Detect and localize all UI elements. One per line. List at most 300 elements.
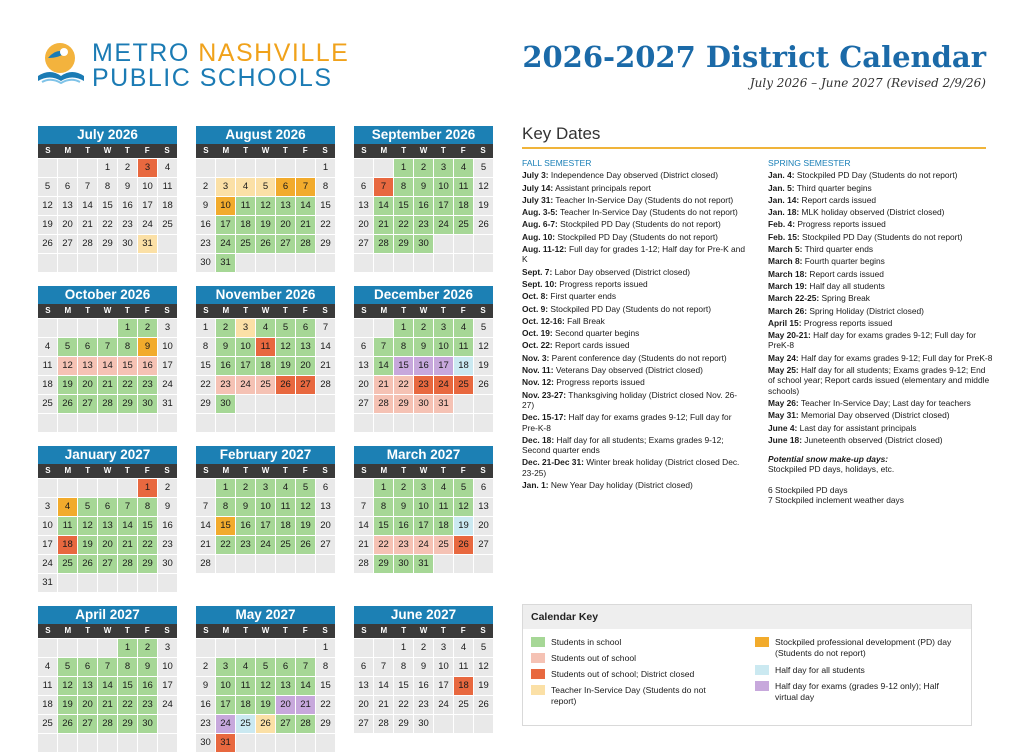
day-cell: 17 bbox=[158, 357, 177, 375]
empty-day-cell bbox=[58, 159, 77, 177]
day-cell: 20 bbox=[78, 376, 97, 394]
month-name: March 2027 bbox=[354, 446, 493, 464]
day-cell: 2 bbox=[414, 639, 433, 657]
key-date: March 22-25: bbox=[768, 293, 820, 304]
day-cell: 22 bbox=[138, 536, 157, 554]
page-title: 2026-2027 District Calendar bbox=[522, 40, 986, 74]
key-date-item bbox=[522, 328, 748, 338]
day-cell: 20 bbox=[276, 216, 295, 234]
day-cell: 27 bbox=[276, 235, 295, 253]
day-grid bbox=[38, 158, 177, 272]
day-cell: 20 bbox=[354, 376, 373, 394]
key-date-item bbox=[522, 304, 748, 314]
snow-makeup-label: Potential snow make-up days: bbox=[768, 454, 889, 465]
day-cell: 14 bbox=[374, 197, 393, 215]
weekday-label: T bbox=[243, 626, 249, 635]
key-date: March 18: bbox=[768, 268, 808, 279]
empty-day-cell bbox=[374, 159, 393, 177]
day-cell: 16 bbox=[118, 197, 137, 215]
key-date: Jan. 14: bbox=[768, 194, 800, 205]
calendar-key-title: Calendar Key bbox=[523, 605, 971, 629]
weekday-label: S bbox=[322, 626, 328, 635]
key-date-item bbox=[768, 293, 994, 303]
day-cell: 19 bbox=[474, 357, 493, 375]
weekday-label: W bbox=[261, 626, 270, 635]
key-date-description: Report cards issued bbox=[807, 268, 884, 279]
day-cell: 10 bbox=[158, 338, 177, 356]
day-cell: 7 bbox=[98, 338, 117, 356]
weekday-label: F bbox=[302, 146, 308, 155]
color-swatch bbox=[531, 685, 545, 695]
day-cell: 21 bbox=[98, 696, 117, 714]
key-date-item bbox=[768, 256, 994, 266]
empty-day-cell bbox=[58, 639, 77, 657]
empty-day-cell bbox=[58, 574, 77, 592]
day-cell: 13 bbox=[276, 197, 295, 215]
weekday-label: M bbox=[222, 466, 230, 475]
day-cell: 30 bbox=[138, 395, 157, 413]
day-cell: 21 bbox=[354, 536, 373, 554]
day-cell: 19 bbox=[78, 536, 97, 554]
key-date: Oct. 12-16: bbox=[522, 315, 565, 326]
page-subtitle: July 2026 – June 2027 (Revised 2/9/26) bbox=[749, 76, 986, 90]
empty-day-cell bbox=[434, 715, 453, 733]
empty-day-cell bbox=[276, 555, 295, 573]
key-date-item bbox=[768, 281, 994, 291]
weekday-label: T bbox=[440, 146, 446, 155]
weekday-label: T bbox=[124, 466, 130, 475]
empty-day-cell bbox=[216, 414, 235, 432]
logo-book-icon bbox=[34, 38, 88, 90]
day-cell: 27 bbox=[98, 555, 117, 573]
key-date-description: New Year Day holiday (District closed) bbox=[548, 480, 693, 491]
empty-day-cell bbox=[474, 555, 493, 573]
empty-day-cell bbox=[394, 254, 413, 272]
month-calendar bbox=[354, 446, 493, 573]
day-cell: 5 bbox=[474, 159, 493, 177]
weekday-header bbox=[354, 464, 493, 478]
key-date-description: Report cards issued bbox=[552, 340, 630, 351]
weekday-label: T bbox=[282, 466, 288, 475]
empty-day-cell bbox=[296, 734, 315, 752]
day-cell: 5 bbox=[256, 178, 275, 196]
weekday-label: T bbox=[440, 626, 446, 635]
day-cell: 6 bbox=[58, 178, 77, 196]
key-date-description: Progress reports issued bbox=[795, 219, 886, 230]
day-cell: 24 bbox=[158, 696, 177, 714]
empty-day-cell bbox=[118, 414, 137, 432]
key-date-item bbox=[522, 412, 748, 433]
key-date: Sept. 7: bbox=[522, 266, 553, 277]
key-date-item bbox=[768, 183, 994, 193]
day-cell: 14 bbox=[316, 338, 335, 356]
day-cell: 2 bbox=[196, 658, 215, 676]
day-cell: 11 bbox=[158, 178, 177, 196]
day-cell: 12 bbox=[58, 677, 77, 695]
day-cell: 8 bbox=[394, 178, 413, 196]
weekday-label: S bbox=[164, 146, 170, 155]
empty-day-cell bbox=[454, 254, 473, 272]
weekday-header bbox=[38, 304, 177, 318]
day-cell: 22 bbox=[394, 376, 413, 394]
key-date: July 3: bbox=[522, 170, 549, 181]
day-cell: 28 bbox=[78, 235, 97, 253]
color-swatch bbox=[531, 653, 545, 663]
day-cell: 10 bbox=[236, 338, 255, 356]
key-date: March 8: bbox=[768, 256, 803, 267]
weekday-header bbox=[354, 304, 493, 318]
day-cell: 4 bbox=[434, 479, 453, 497]
day-cell: 30 bbox=[216, 395, 235, 413]
day-cell: 20 bbox=[474, 517, 493, 535]
day-cell: 17 bbox=[216, 216, 235, 234]
day-cell: 3 bbox=[434, 319, 453, 337]
weekday-label: F bbox=[460, 146, 466, 155]
empty-day-cell bbox=[316, 395, 335, 413]
empty-day-cell bbox=[118, 574, 137, 592]
key-date: Aug. 3-5: bbox=[522, 207, 558, 218]
day-cell: 2 bbox=[414, 319, 433, 337]
key-date-description: Half day all students bbox=[807, 280, 885, 291]
empty-day-cell bbox=[296, 414, 315, 432]
day-cell: 3 bbox=[216, 658, 235, 676]
empty-day-cell bbox=[158, 254, 177, 272]
empty-day-cell bbox=[474, 235, 493, 253]
day-cell: 28 bbox=[296, 715, 315, 733]
day-cell: 7 bbox=[374, 178, 393, 196]
day-cell: 30 bbox=[394, 555, 413, 573]
day-cell: 9 bbox=[196, 677, 215, 695]
day-cell: 3 bbox=[216, 178, 235, 196]
key-date-description: Progress reports issued bbox=[801, 317, 893, 328]
empty-day-cell bbox=[78, 159, 97, 177]
empty-day-cell bbox=[138, 414, 157, 432]
day-cell: 19 bbox=[474, 197, 493, 215]
empty-day-cell bbox=[276, 639, 295, 657]
day-cell: 20 bbox=[354, 696, 373, 714]
weekday-label: M bbox=[64, 306, 72, 315]
day-cell: 17 bbox=[138, 197, 157, 215]
logo bbox=[34, 38, 354, 92]
day-cell: 14 bbox=[98, 357, 117, 375]
day-cell: 24 bbox=[216, 235, 235, 253]
day-cell: 29 bbox=[374, 555, 393, 573]
key-date-description: Last day for assistant principals bbox=[797, 422, 917, 433]
calendar-key-label: Teacher In-Service Day (Students do not report) bbox=[551, 685, 706, 706]
day-cell: 28 bbox=[374, 715, 393, 733]
day-cell: 24 bbox=[434, 696, 453, 714]
weekday-label: S bbox=[322, 466, 328, 475]
day-cell: 6 bbox=[276, 178, 295, 196]
day-cell: 19 bbox=[58, 376, 77, 394]
empty-day-cell bbox=[58, 479, 77, 497]
day-cell: 23 bbox=[158, 536, 177, 554]
day-cell: 31 bbox=[138, 235, 157, 253]
day-cell: 30 bbox=[414, 395, 433, 413]
empty-day-cell bbox=[394, 414, 413, 432]
key-date-item bbox=[768, 219, 994, 229]
stockpiled-weather-count: 7 Stockpiled inclement weather days bbox=[768, 495, 904, 506]
day-cell: 13 bbox=[474, 498, 493, 516]
day-cell: 25 bbox=[158, 216, 177, 234]
weekday-label: S bbox=[45, 146, 51, 155]
day-cell: 31 bbox=[414, 555, 433, 573]
empty-day-cell bbox=[414, 254, 433, 272]
day-cell: 4 bbox=[454, 159, 473, 177]
empty-day-cell bbox=[78, 254, 97, 272]
empty-day-cell bbox=[118, 254, 137, 272]
day-cell: 9 bbox=[414, 338, 433, 356]
day-cell: 18 bbox=[38, 696, 57, 714]
weekday-label: M bbox=[380, 146, 388, 155]
empty-day-cell bbox=[256, 555, 275, 573]
empty-day-cell bbox=[354, 639, 373, 657]
key-date-item bbox=[522, 219, 748, 229]
day-cell: 6 bbox=[296, 319, 315, 337]
snow-makeup-note bbox=[768, 454, 994, 475]
empty-day-cell bbox=[196, 414, 215, 432]
day-cell: 27 bbox=[78, 715, 97, 733]
day-cell: 9 bbox=[196, 197, 215, 215]
day-cell: 27 bbox=[354, 235, 373, 253]
day-cell: 8 bbox=[394, 658, 413, 676]
day-cell: 4 bbox=[38, 658, 57, 676]
weekday-label: M bbox=[380, 626, 388, 635]
color-swatch bbox=[755, 665, 769, 675]
weekday-label: W bbox=[103, 466, 112, 475]
empty-day-cell bbox=[236, 395, 255, 413]
weekday-label: F bbox=[302, 626, 308, 635]
day-cell: 11 bbox=[256, 338, 275, 356]
day-cell: 30 bbox=[196, 734, 215, 752]
day-cell: 22 bbox=[394, 696, 413, 714]
weekday-label: T bbox=[85, 306, 91, 315]
day-cell: 10 bbox=[216, 677, 235, 695]
day-cell: 26 bbox=[58, 395, 77, 413]
weekday-header bbox=[196, 464, 335, 478]
key-date-item bbox=[768, 330, 994, 351]
weekday-label: T bbox=[243, 146, 249, 155]
day-cell: 18 bbox=[38, 376, 57, 394]
day-cell: 26 bbox=[256, 715, 275, 733]
day-cell: 24 bbox=[256, 536, 275, 554]
key-date-description: Thanksgiving holiday (District closed Nov. 26-27) bbox=[522, 389, 738, 410]
empty-day-cell bbox=[196, 159, 215, 177]
empty-day-cell bbox=[256, 159, 275, 177]
weekday-label: S bbox=[203, 466, 209, 475]
day-cell: 29 bbox=[118, 715, 137, 733]
day-cell: 11 bbox=[58, 517, 77, 535]
day-cell: 23 bbox=[216, 376, 235, 394]
empty-day-cell bbox=[374, 414, 393, 432]
day-cell: 23 bbox=[138, 696, 157, 714]
color-swatch bbox=[531, 637, 545, 647]
day-cell: 12 bbox=[474, 338, 493, 356]
key-date-description: MLK holiday observed (District closed) bbox=[799, 207, 945, 218]
empty-day-cell bbox=[296, 639, 315, 657]
empty-day-cell bbox=[236, 734, 255, 752]
empty-day-cell bbox=[474, 414, 493, 432]
day-cell: 16 bbox=[138, 677, 157, 695]
empty-day-cell bbox=[434, 555, 453, 573]
day-cell: 6 bbox=[474, 479, 493, 497]
day-cell: 16 bbox=[158, 517, 177, 535]
key-date-item bbox=[768, 269, 994, 279]
day-cell: 17 bbox=[434, 357, 453, 375]
day-cell: 7 bbox=[374, 338, 393, 356]
day-cell: 24 bbox=[138, 216, 157, 234]
day-cell: 14 bbox=[118, 517, 137, 535]
day-cell: 18 bbox=[454, 677, 473, 695]
day-cell: 8 bbox=[374, 498, 393, 516]
month-calendar bbox=[354, 286, 493, 432]
day-cell: 28 bbox=[296, 235, 315, 253]
day-cell: 28 bbox=[118, 555, 137, 573]
key-date-item bbox=[522, 480, 748, 490]
key-date-item bbox=[522, 316, 748, 326]
day-cell: 24 bbox=[38, 555, 57, 573]
day-cell: 16 bbox=[394, 517, 413, 535]
month-name: October 2026 bbox=[38, 286, 177, 304]
day-cell: 19 bbox=[474, 677, 493, 695]
day-cell: 9 bbox=[158, 498, 177, 516]
key-date-item bbox=[522, 279, 748, 289]
key-date: Aug. 10: bbox=[522, 231, 556, 242]
day-cell: 25 bbox=[454, 376, 473, 394]
day-cell: 21 bbox=[296, 696, 315, 714]
empty-day-cell bbox=[236, 555, 255, 573]
day-cell: 13 bbox=[78, 677, 97, 695]
day-cell: 29 bbox=[118, 395, 137, 413]
day-cell: 8 bbox=[316, 658, 335, 676]
day-cell: 3 bbox=[434, 159, 453, 177]
day-cell: 1 bbox=[98, 159, 117, 177]
empty-day-cell bbox=[296, 555, 315, 573]
day-cell: 11 bbox=[38, 357, 57, 375]
day-cell: 12 bbox=[78, 517, 97, 535]
key-date-item bbox=[768, 318, 994, 328]
empty-day-cell bbox=[38, 414, 57, 432]
day-cell: 14 bbox=[374, 677, 393, 695]
day-cell: 12 bbox=[276, 338, 295, 356]
day-cell: 26 bbox=[58, 715, 77, 733]
day-cell: 15 bbox=[394, 357, 413, 375]
empty-day-cell bbox=[316, 254, 335, 272]
weekday-label: M bbox=[64, 466, 72, 475]
empty-day-cell bbox=[98, 414, 117, 432]
empty-day-cell bbox=[474, 254, 493, 272]
day-cell: 10 bbox=[256, 498, 275, 516]
color-swatch bbox=[755, 681, 769, 691]
key-date-item bbox=[768, 435, 994, 445]
day-cell: 8 bbox=[394, 338, 413, 356]
key-date-item bbox=[522, 183, 748, 193]
weekday-header bbox=[196, 304, 335, 318]
empty-day-cell bbox=[354, 479, 373, 497]
day-cell: 30 bbox=[196, 254, 215, 272]
day-cell: 29 bbox=[138, 555, 157, 573]
weekday-label: T bbox=[282, 146, 288, 155]
empty-day-cell bbox=[216, 639, 235, 657]
day-cell: 1 bbox=[394, 319, 413, 337]
weekday-label: F bbox=[460, 306, 466, 315]
day-cell: 13 bbox=[296, 338, 315, 356]
weekday-label: S bbox=[45, 626, 51, 635]
day-cell: 4 bbox=[454, 319, 473, 337]
weekday-label: S bbox=[203, 146, 209, 155]
empty-day-cell bbox=[38, 319, 57, 337]
day-cell: 7 bbox=[296, 658, 315, 676]
day-cell: 7 bbox=[118, 498, 137, 516]
key-date-description: Teacher In-Service Day; Last day for teachers bbox=[798, 397, 971, 408]
month-name: December 2026 bbox=[354, 286, 493, 304]
day-cell: 31 bbox=[434, 395, 453, 413]
weekday-label: M bbox=[64, 146, 72, 155]
weekday-label: T bbox=[124, 626, 130, 635]
calendar-key-label: Stockpiled professional development (PD) day (Students do not report) bbox=[775, 637, 952, 658]
day-cell: 4 bbox=[58, 498, 77, 516]
day-cell: 21 bbox=[316, 357, 335, 375]
month-calendar bbox=[38, 446, 177, 592]
empty-day-cell bbox=[374, 639, 393, 657]
day-cell: 18 bbox=[454, 357, 473, 375]
weekday-label: F bbox=[460, 626, 466, 635]
day-cell: 6 bbox=[354, 338, 373, 356]
day-cell: 13 bbox=[78, 357, 97, 375]
key-date-item bbox=[522, 377, 748, 387]
day-cell: 3 bbox=[158, 639, 177, 657]
day-cell: 23 bbox=[118, 216, 137, 234]
day-cell: 15 bbox=[316, 677, 335, 695]
day-cell: 23 bbox=[196, 715, 215, 733]
day-cell: 4 bbox=[158, 159, 177, 177]
day-cell: 12 bbox=[474, 658, 493, 676]
day-cell: 1 bbox=[118, 319, 137, 337]
weekday-label: S bbox=[164, 306, 170, 315]
day-cell: 18 bbox=[58, 536, 77, 554]
key-dates-divider bbox=[522, 147, 986, 149]
day-cell: 28 bbox=[374, 235, 393, 253]
day-cell: 16 bbox=[414, 357, 433, 375]
day-cell: 25 bbox=[454, 216, 473, 234]
day-cell: 25 bbox=[58, 555, 77, 573]
empty-day-cell bbox=[196, 639, 215, 657]
month-name: April 2027 bbox=[38, 606, 177, 624]
day-cell: 26 bbox=[38, 235, 57, 253]
key-date-description: Progress reports issued bbox=[556, 278, 648, 289]
month-calendar bbox=[38, 126, 177, 272]
empty-day-cell bbox=[118, 734, 137, 752]
day-cell: 15 bbox=[138, 517, 157, 535]
day-cell: 23 bbox=[414, 376, 433, 394]
day-cell: 1 bbox=[138, 479, 157, 497]
day-cell: 15 bbox=[374, 517, 393, 535]
empty-day-cell bbox=[256, 254, 275, 272]
key-date: Aug. 11-12: bbox=[522, 244, 567, 255]
day-cell: 11 bbox=[454, 178, 473, 196]
day-cell: 9 bbox=[138, 658, 157, 676]
month-name: June 2027 bbox=[354, 606, 493, 624]
day-cell: 18 bbox=[236, 696, 255, 714]
key-date: Nov. 12: bbox=[522, 377, 554, 388]
day-cell: 20 bbox=[98, 536, 117, 554]
weekday-label: W bbox=[419, 466, 428, 475]
key-date: Dec. 21-Dec 31: bbox=[522, 457, 584, 468]
day-cell: 8 bbox=[316, 178, 335, 196]
empty-day-cell bbox=[256, 734, 275, 752]
day-cell: 6 bbox=[78, 658, 97, 676]
day-cell: 9 bbox=[414, 658, 433, 676]
